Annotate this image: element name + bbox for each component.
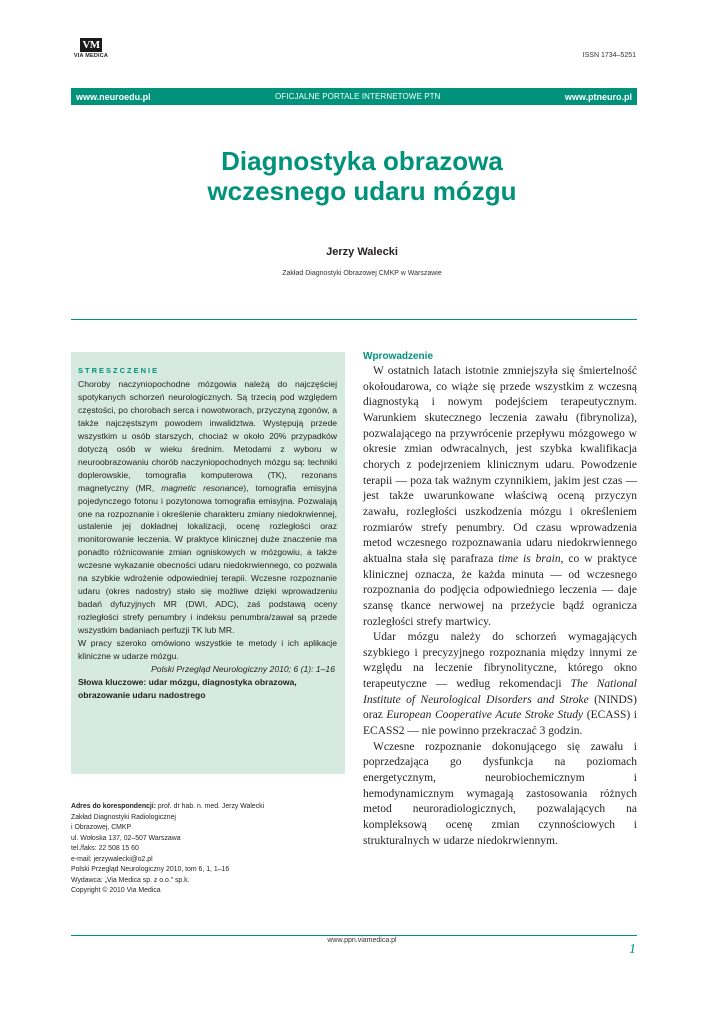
correspondence-line: Polski Przegląd Neurologiczny 2010, tom 6, 1, 1–16 [71, 866, 230, 873]
bottom-divider [71, 935, 637, 936]
intro-text-part: , co w praktyce klinicznej oznacza, że każda minuta — od wczesnego rozpoznania do podjęcia odpowiedniego leczenia — daje szansę tkance nerwowej na przeżycie bądź ogranicza rozległości strefy martwicy. [363, 552, 638, 628]
portal-link-neuroedu[interactable]: www.neuroedu.pl [76, 91, 151, 102]
correspondence-name: prof. dr hab. n. med. Jerzy Walecki [157, 803, 265, 810]
intro-italic-term: The National Institute of Neurological Disorders and Stroke [363, 678, 637, 706]
portal-link-ptneuro[interactable]: www.ptneuro.pl [564, 91, 632, 102]
top-divider [71, 319, 637, 320]
abstract-box [71, 352, 345, 774]
footer-url[interactable]: www.ppn.viamedica.pl [327, 937, 397, 944]
title-line-1: Diagnostyka obrazowa [221, 146, 503, 176]
logo-text: VIA MEDICA [73, 53, 109, 59]
correspondence-label: Adres do korespondencji: [71, 803, 156, 810]
logo-mark: VM [80, 38, 102, 52]
intro-text-part: (ECASS) i ECASS2 — nie powinno przekraczać 3 godzin. [363, 709, 637, 738]
abstract-paragraph-2: W pracy szeroko omówiono wszystkie te metody i ich aplikacje kliniczne w udarze mózgu. [78, 638, 337, 662]
portal-bar [71, 88, 637, 105]
correspondence-line: i Obrazowej, CMKP [71, 824, 132, 831]
correspondence-line: Wydawca: „Via Medica sp. z o.o.” sp.k. [71, 876, 190, 884]
intro-paragraph-2 [363, 630, 637, 740]
correspondence-line: Copyright © 2010 Via Medica [71, 887, 161, 894]
publisher-logo [68, 38, 114, 59]
abstract-text [78, 378, 337, 663]
intro-text-part: Udar mózgu należy do schorzeń wymagających szybkiego i precyzyjnego rozpoznania między innymi ze względu na leczenie fibrynolityczne, którego okno terapeutyczne — według rekomendacji [363, 631, 637, 691]
intro-italic-term: time is brain [498, 552, 561, 565]
section-heading-intro: Wprowadzenie [363, 351, 434, 362]
intro-body [363, 364, 637, 849]
correspondence-line: ul. Wołoska 137, 02–507 Warszawa [71, 834, 181, 842]
intro-italic-term: European Cooperative Acute Stroke Study [386, 709, 584, 722]
correspondence-line: tel./faks: 22 508 15 60 [71, 845, 139, 852]
correspondence-first-line [71, 802, 345, 813]
intro-text-part: (NINDS) oraz [363, 693, 637, 722]
correspondence-block [71, 802, 345, 897]
title-line-2: wczesnego udaru mózgu [207, 176, 517, 206]
author-name: Jerzy Walecki [326, 246, 398, 258]
abstract-paragraph-1 [78, 378, 337, 637]
issn: ISSN 1734–5251 [582, 52, 636, 59]
intro-paragraph-1 [363, 364, 637, 630]
page-number: 1 [629, 942, 636, 957]
portal-bar-caption: OFICJALNE PORTALE INTERNETOWE PTN [274, 92, 441, 101]
article-title [0, 146, 724, 206]
abstract-text-part: Choroby naczyniopochodne mózgowia należą do najczęściej spotykanych schorzeń neurologicznych. Są trzecią pod względem częstości, po chorobach serca i nowotworach, przyczyną zgonów, a także najczęstszym powodem inwalidztwa. Występują przede wszystkim u osób starszych, chociaż w około 20% przypadków dotyczą osób w wieku średnim. Metodami z wyboru w neuroobrazowaniu chorób naczyniopochodnych mózgu są: techniki doplerowskie, tomografia komputerowa (TK), rezonans magnetyczny (MR, [78, 379, 337, 493]
abstract-keywords: Słowa kluczowe: udar mózgu, diagnostyka obrazowa, obrazowanie udaru nadostrego [78, 676, 297, 700]
intro-text-part: W ostatnich latach istotnie zmniejszyła się śmiertelność okołoudarowa, co wiąże się przede wszystkim z wczesną diagnostyką i nowym podejściem terapeutycznym. Warunkiem skutecznego leczenia zawału (fibrynoliza), pozwalającego na przywrócenie przepływu mózgowego w okresie zmian odwracalnych, jest szybka kwalifikacja chorych z podejrzeniem klinicznym udaru. Powodzenie terapii — poza tak ważnym czynnikiem, jakim jest czas — jest także uwarunkowane właściwą oceną przyczyn zawału, rozległości uszkodzenia mózgu i określeniem rozmiarów strefy penumbry. Od czasu wprowadzenia metod wczesnego rozpoznawania udaru niedokrwiennego aktualna stała się parafraza [363, 365, 637, 565]
abstract-italic-term: magnetic resonance [161, 482, 244, 493]
abstract-citation: Polski Przegląd Neurologiczny 2010; 6 (1): 1–16 [151, 663, 335, 674]
author-affiliation: Zakład Diagnostyki Obrazowej CMKP w Warszawie [282, 270, 442, 277]
intro-paragraph-3: Wczesne rozpoznanie dokonującego się zawału i poprzedzająca go dysfunkcja na poziomach energetycznym, neurobiochemicznym i hemodynamicznym wymagają zastosowania różnych metod neuroradiologicznych, pozwalających na kompleksową ocenę zmian czynnościowych i strukturalnych w udarze niedokrwiennym. [363, 740, 637, 847]
intro-column [363, 350, 637, 849]
correspondence-line: Zakład Diagnostyki Radiologicznej [71, 813, 176, 821]
correspondence-email[interactable]: e-mail: jerzywalecki@o2.pl [71, 855, 153, 863]
abstract-text-part: ), tomografia emisyjna pojedynczego fotonu i pozytonowa tomografia emisyjna. Pozwalają one na rozpoznanie i określenie charakteru zmiany niedokrwiennej, ustalenie jej dokładnej lokalizacji, ocenę rozległości oraz monitorowanie leczenia. W praktyce klinicznej duże znaczenie ma ponadto różnicowanie zmian ogniskowych w mózgowiu, a także wczesne wykazanie obecności udaru niedokrwiennego, co pozwala na szybkie wdrożenie odpowiedniej terapii. Wczesne rozpoznanie udaru (okres nadostry) stało się możliwe dzięki wprowadzeniu badań dyfuzyjnych MR (DWI, ADC), zaś podstawą oceny rozległości strefy penumbry i indeksu penumbra/zawał są przede wszystkim badaniach perfuzji TK lub MR. [78, 482, 337, 636]
abstract-heading: STRESZCZENIE [78, 366, 160, 375]
